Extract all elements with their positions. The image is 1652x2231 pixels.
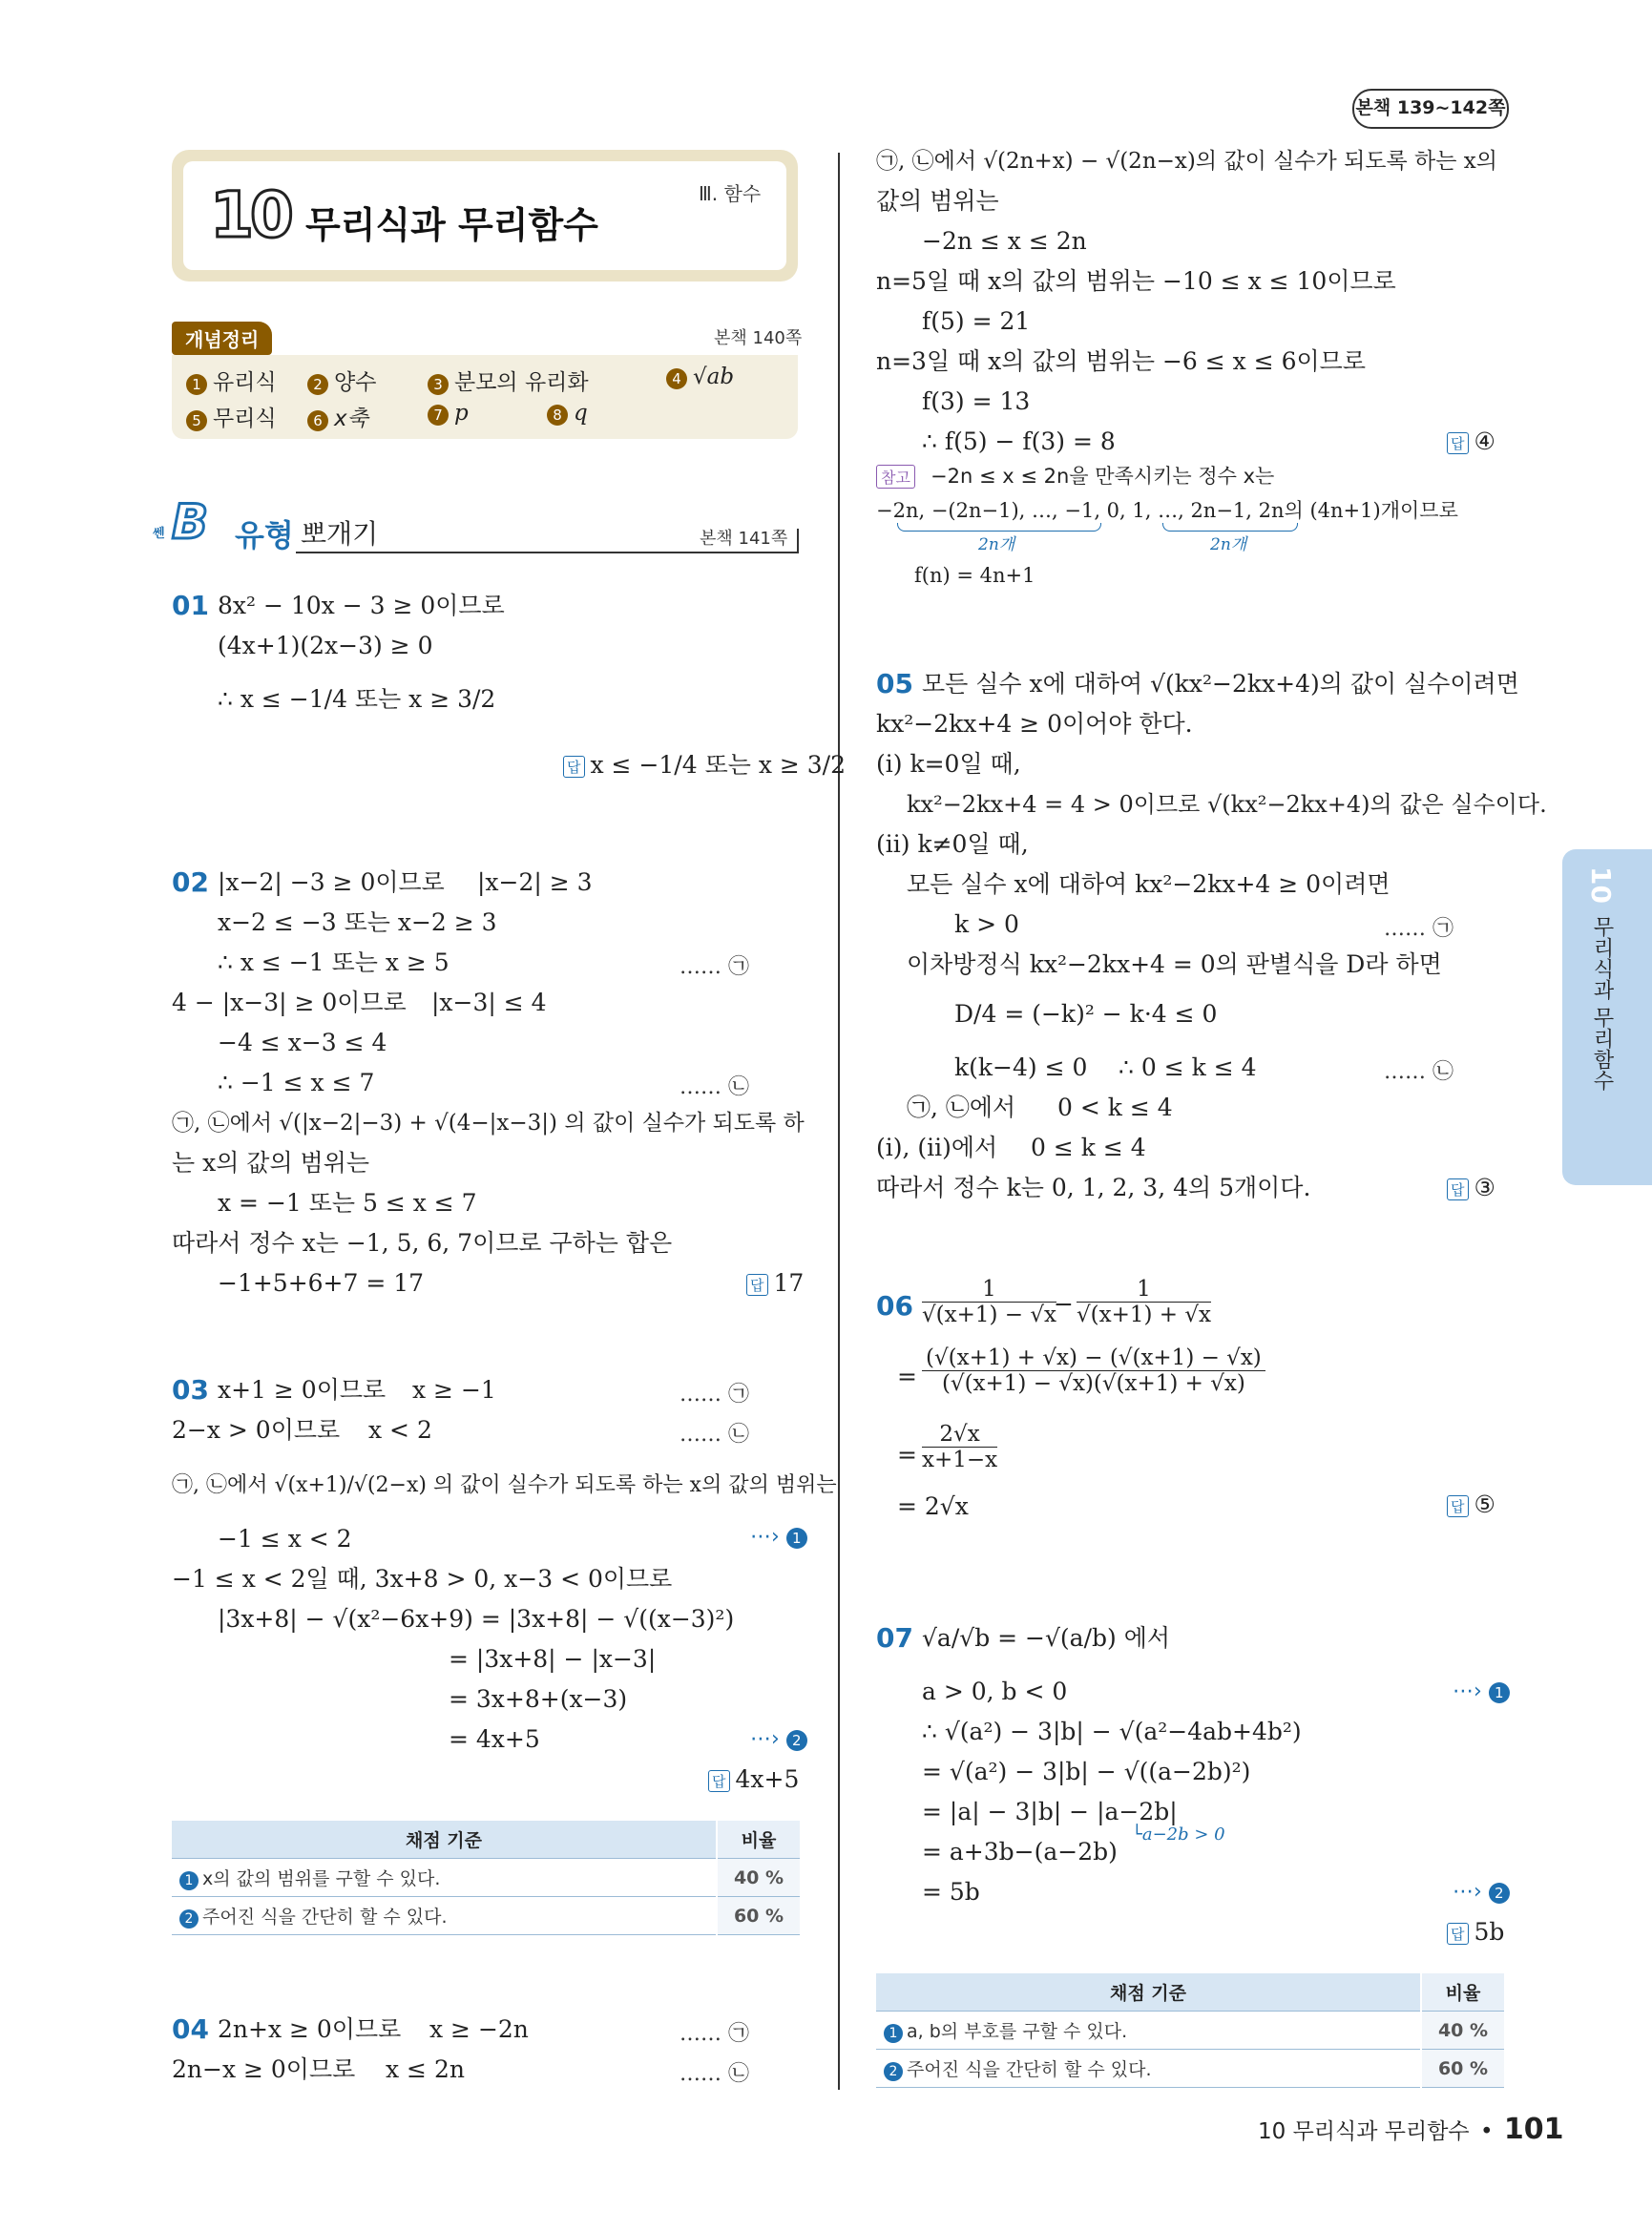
- side-tab-number: 10: [1585, 866, 1617, 904]
- p04-line-1a: 2n+x ≥ 0이므로: [218, 2015, 402, 2043]
- p05-line-12b: 0 ≤ k ≤ 4: [1031, 1134, 1146, 1161]
- p05-line-11b: 0 < k ≤ 4: [1057, 1094, 1173, 1121]
- p04-note-brace-2-label: 2n개: [1210, 535, 1247, 554]
- p06-frac-2: 1 √(x+1) + √x: [1077, 1277, 1211, 1327]
- chapter-side-tab: [1562, 849, 1652, 1185]
- p03-answer: 답 4x+5: [708, 1765, 799, 1793]
- p07-line-6: = a+3b−(a−2b): [922, 1838, 1118, 1866]
- p07-line-3: ∴ √(a²) − 3|b| − √(a²−4ab+4b²): [922, 1718, 1302, 1745]
- p02-line-8: 는 x의 값의 범위는: [172, 1149, 369, 1177]
- p04-line-2a: 2n−x ≥ 0이므로: [172, 2055, 356, 2083]
- p04-mark-2: …… ㉡: [680, 2062, 749, 2086]
- p07-line-7: = 5b: [922, 1878, 980, 1906]
- p03-line-7: = |3x+8| − |x−3|: [449, 1645, 657, 1673]
- section-header: [153, 496, 802, 553]
- p02-mark-2: …… ㉡: [680, 1075, 749, 1099]
- p06-frac-1: 1 √(x+1) − √x: [922, 1277, 1056, 1327]
- p07-score-table: [876, 1973, 1504, 2088]
- p02-line-4b: |x−3| ≤ 4: [431, 989, 547, 1016]
- problem-04-number: 04: [172, 2013, 209, 2045]
- column-divider: [838, 153, 840, 2090]
- p02-answer: 답 17: [746, 1269, 804, 1297]
- p03-score-header-criteria: 채점 기준: [172, 1821, 717, 1859]
- table-row: 2 주어진 식을 간단히 할 수 있다. 60 %: [172, 1897, 800, 1935]
- p04-answer: 답 ④: [1447, 427, 1495, 455]
- chapter-unit: Ⅲ. 함수: [699, 182, 762, 205]
- p03-step-1: ⋯› 1: [750, 1525, 807, 1549]
- p02-line-10: 따라서 정수 x는 −1, 5, 6, 7이므로 구하는 합은: [172, 1229, 673, 1257]
- chapter-title: 무리식과 무리함수: [305, 204, 598, 246]
- p01-line-2: (4x+1)(2x−3) ≥ 0: [218, 632, 433, 659]
- p07-line-2: a > 0, b < 0: [922, 1678, 1068, 1705]
- p03-line-2b: x < 2: [368, 1416, 432, 1444]
- p05-line-12a: (i), (ii)에서: [876, 1134, 998, 1161]
- page-number: 101: [1503, 2113, 1564, 2146]
- p04-line-1b: x ≥ −2n: [429, 2015, 529, 2043]
- p04-right-3: −2n ≤ x ≤ 2n: [922, 227, 1087, 255]
- p04-right-5: f(5) = 21: [922, 307, 1031, 335]
- p01-answer: 답 x ≤ −1/4 또는 x ≥ 3/2: [563, 746, 846, 781]
- p04-note-3: f(n) = 4n+1: [914, 564, 1035, 587]
- table-row: 2 주어진 식을 간단히 할 수 있다. 60 %: [876, 2050, 1504, 2088]
- p05-line-10a: k(k−4) ≤ 0: [954, 1053, 1088, 1081]
- p07-line-1: √a/√b = −√(a/b) 에서: [922, 1624, 1170, 1652]
- p02-line-1b: |x−2| ≥ 3: [477, 868, 593, 896]
- p04-right-2: 값의 범위는: [876, 187, 999, 215]
- section-letter: B: [172, 494, 209, 550]
- book-ref-text: 본책 139~142쪽: [1355, 97, 1506, 118]
- p05-line-10b: ∴ 0 ≤ k ≤ 4: [1119, 1053, 1257, 1081]
- p07-answer: 답 5b: [1447, 1918, 1504, 1946]
- p05-line-7: k > 0: [954, 910, 1019, 938]
- p05-line-2: kx²−2kx+4 ≥ 0이어야 한다.: [876, 710, 1193, 738]
- p02-line-3: ∴ x ≤ −1 또는 x ≥ 5: [218, 949, 450, 976]
- problem-05-number: 05: [876, 668, 913, 699]
- side-tab-title: 무리식과 무리함수: [1590, 916, 1614, 1091]
- section-ref: 본책 141쪽: [700, 529, 788, 549]
- p03-score-header-ratio: 비율: [717, 1821, 800, 1859]
- p04-right-8: ∴ f(5) − f(3) = 8: [922, 427, 1116, 455]
- p07-line-4: = √(a²) − 3|b| − √((a−2b)²): [922, 1758, 1251, 1785]
- p04-right-1: ㉠, ㉡에서 √(2n+x) − √(2n−x)의 값이 실수가 되도록 하는 x의: [876, 149, 1497, 174]
- p04-right-7: f(3) = 13: [922, 387, 1031, 415]
- p03-line-3: ㉠, ㉡에서 √(x+1)/√(2−x) 의 값이 실수가 되도록 하는 x의 값의 범위는: [172, 1473, 837, 1497]
- p05-line-5: (ii) k≠0일 때,: [876, 830, 1029, 858]
- p03-line-9: = 4x+5: [449, 1725, 540, 1753]
- p06-answer: 답 ⑤: [1447, 1491, 1495, 1518]
- problem-02-number: 02: [172, 866, 209, 898]
- p03-mark-1: …… ㉠: [680, 1383, 749, 1407]
- p07-step-2: ⋯› 2: [1453, 1880, 1510, 1904]
- p07-note: └a−2b > 0: [1132, 1824, 1225, 1845]
- p02-line-6: ∴ −1 ≤ x ≤ 7: [218, 1069, 375, 1096]
- p06-line-5: = 2√x: [897, 1492, 969, 1520]
- p02-line-7: ㉠, ㉡에서 √(|x−2|−3) + √(4−|x−3|) 의 값이 실수가 되도록 하: [172, 1111, 805, 1136]
- p04-line-2b: x ≤ 2n: [386, 2055, 465, 2083]
- p02-line-5: −4 ≤ x−3 ≤ 4: [218, 1029, 387, 1056]
- p03-line-1a: x+1 ≥ 0이므로: [218, 1376, 387, 1404]
- p04-note-1: −2n ≤ x ≤ 2n을 만족시키는 정수 x는: [931, 465, 1275, 488]
- p07-step-1: ⋯› 1: [1453, 1679, 1510, 1703]
- p04-note-2: −2n, −(2n−1), …, −1, 0, 1, …, 2n−1, 2n의 (4n+1)개이므로: [876, 499, 1458, 522]
- problem-06-number: 06: [876, 1290, 913, 1322]
- p04-note-brace-1-label: 2n개: [978, 535, 1015, 554]
- p05-line-4: kx²−2kx+4 = 4 > 0이므로 √(kx²−2kx+4)의 값은 실수이다.: [907, 791, 1547, 818]
- section-subtitle: 뽀개기: [301, 518, 379, 550]
- section-brand: 쎈: [153, 527, 165, 541]
- p03-score-table: [172, 1821, 800, 1935]
- p07-score-header-criteria: 채점 기준: [876, 1973, 1421, 2012]
- p01-line-1: 8x² − 10x − 3 ≥ 0이므로: [218, 592, 505, 619]
- p04-right-4: n=5일 때 x의 값의 범위는 −10 ≤ x ≤ 10이므로: [876, 267, 1396, 295]
- p02-line-2: x−2 ≤ −3 또는 x−2 ≥ 3: [218, 908, 497, 936]
- p05-line-3: (i) k=0일 때,: [876, 750, 1021, 778]
- p07-score-header-ratio: 비율: [1421, 1973, 1504, 2012]
- p03-line-6: |3x+8| − √(x²−6x+9) = |3x+8| − √((x−3)²): [218, 1605, 735, 1633]
- p05-mark-1: …… ㉠: [1384, 917, 1453, 941]
- chapter-number: 10: [210, 178, 290, 252]
- p05-line-1: 모든 실수 x에 대하여 √(kx²−2kx+4)의 값이 실수이려면: [922, 670, 1519, 698]
- book-ref-badge: [1352, 89, 1509, 129]
- problem-03-number: 03: [172, 1374, 209, 1406]
- p02-line-9: x = −1 또는 5 ≤ x ≤ 7: [218, 1189, 477, 1217]
- p02-line-1a: |x−2| −3 ≥ 0이므로: [218, 868, 445, 896]
- p02-mark-1: …… ㉠: [680, 955, 749, 979]
- p03-mark-2: …… ㉡: [680, 1423, 749, 1447]
- p04-right-6: n=3일 때 x의 값의 범위는 −6 ≤ x ≤ 6이므로: [876, 347, 1366, 375]
- p04-mark-1: …… ㉠: [680, 2022, 749, 2046]
- table-row: 1 a, b의 부호를 구할 수 있다. 40 %: [876, 2012, 1504, 2050]
- page-footer: 10 무리식과 무리함수 • 101: [1258, 2113, 1564, 2146]
- p03-line-4: −1 ≤ x < 2: [218, 1525, 352, 1553]
- p02-line-4a: 4 − |x−3| ≥ 0이므로: [172, 989, 407, 1016]
- p06-frac-4: 2√x x+1−x: [922, 1422, 998, 1472]
- section-title: 유형: [235, 517, 294, 553]
- footer-chapter: 10 무리식과 무리함수: [1258, 2119, 1470, 2144]
- p05-answer: 답 ③: [1447, 1174, 1495, 1201]
- p04-note-label: 참고: [876, 465, 915, 489]
- p05-line-9: D/4 = (−k)² − k·4 ≤ 0: [954, 1000, 1218, 1028]
- p05-line-11a: ㉠, ㉡에서: [907, 1094, 1016, 1121]
- p06-frac-3: (√(x+1) + √x) − (√(x+1) − √x) (√(x+1) − √x)(√(x+1) + √x): [922, 1345, 1265, 1396]
- p03-line-8: = 3x+8+(x−3): [449, 1685, 628, 1713]
- chapter-title-box: [172, 150, 798, 281]
- p03-line-2a: 2−x > 0이므로: [172, 1416, 341, 1444]
- p07-line-5: = |a| − 3|b| − |a−2b|: [922, 1798, 1178, 1825]
- problem-07-number: 07: [876, 1622, 913, 1654]
- p03-step-2: ⋯› 2: [750, 1727, 807, 1751]
- concept-ref: 본책 140쪽: [714, 328, 803, 348]
- p05-line-13: 따라서 정수 k는 0, 1, 2, 3, 4의 5개이다.: [876, 1174, 1311, 1201]
- p05-line-8: 이차방정식 kx²−2kx+4 = 0의 판별식을 D라 하면: [907, 950, 1442, 978]
- p01-line-3: ∴ x ≤ −1/4 또는 x ≥ 3/2: [218, 685, 496, 713]
- p03-line-5: −1 ≤ x < 2일 때, 3x+8 > 0, x−3 < 0이므로: [172, 1565, 673, 1593]
- p03-line-1b: x ≥ −1: [412, 1376, 496, 1404]
- p05-mark-2: …… ㉡: [1384, 1060, 1453, 1084]
- problem-01-number: 01: [172, 590, 209, 621]
- table-row: 1 x의 값의 범위를 구할 수 있다. 40 %: [172, 1859, 800, 1897]
- concept-label: 개념정리: [172, 322, 272, 355]
- p05-line-6: 모든 실수 x에 대하여 kx²−2kx+4 ≥ 0이려면: [907, 870, 1391, 898]
- p02-line-11: −1+5+6+7 = 17: [218, 1269, 425, 1297]
